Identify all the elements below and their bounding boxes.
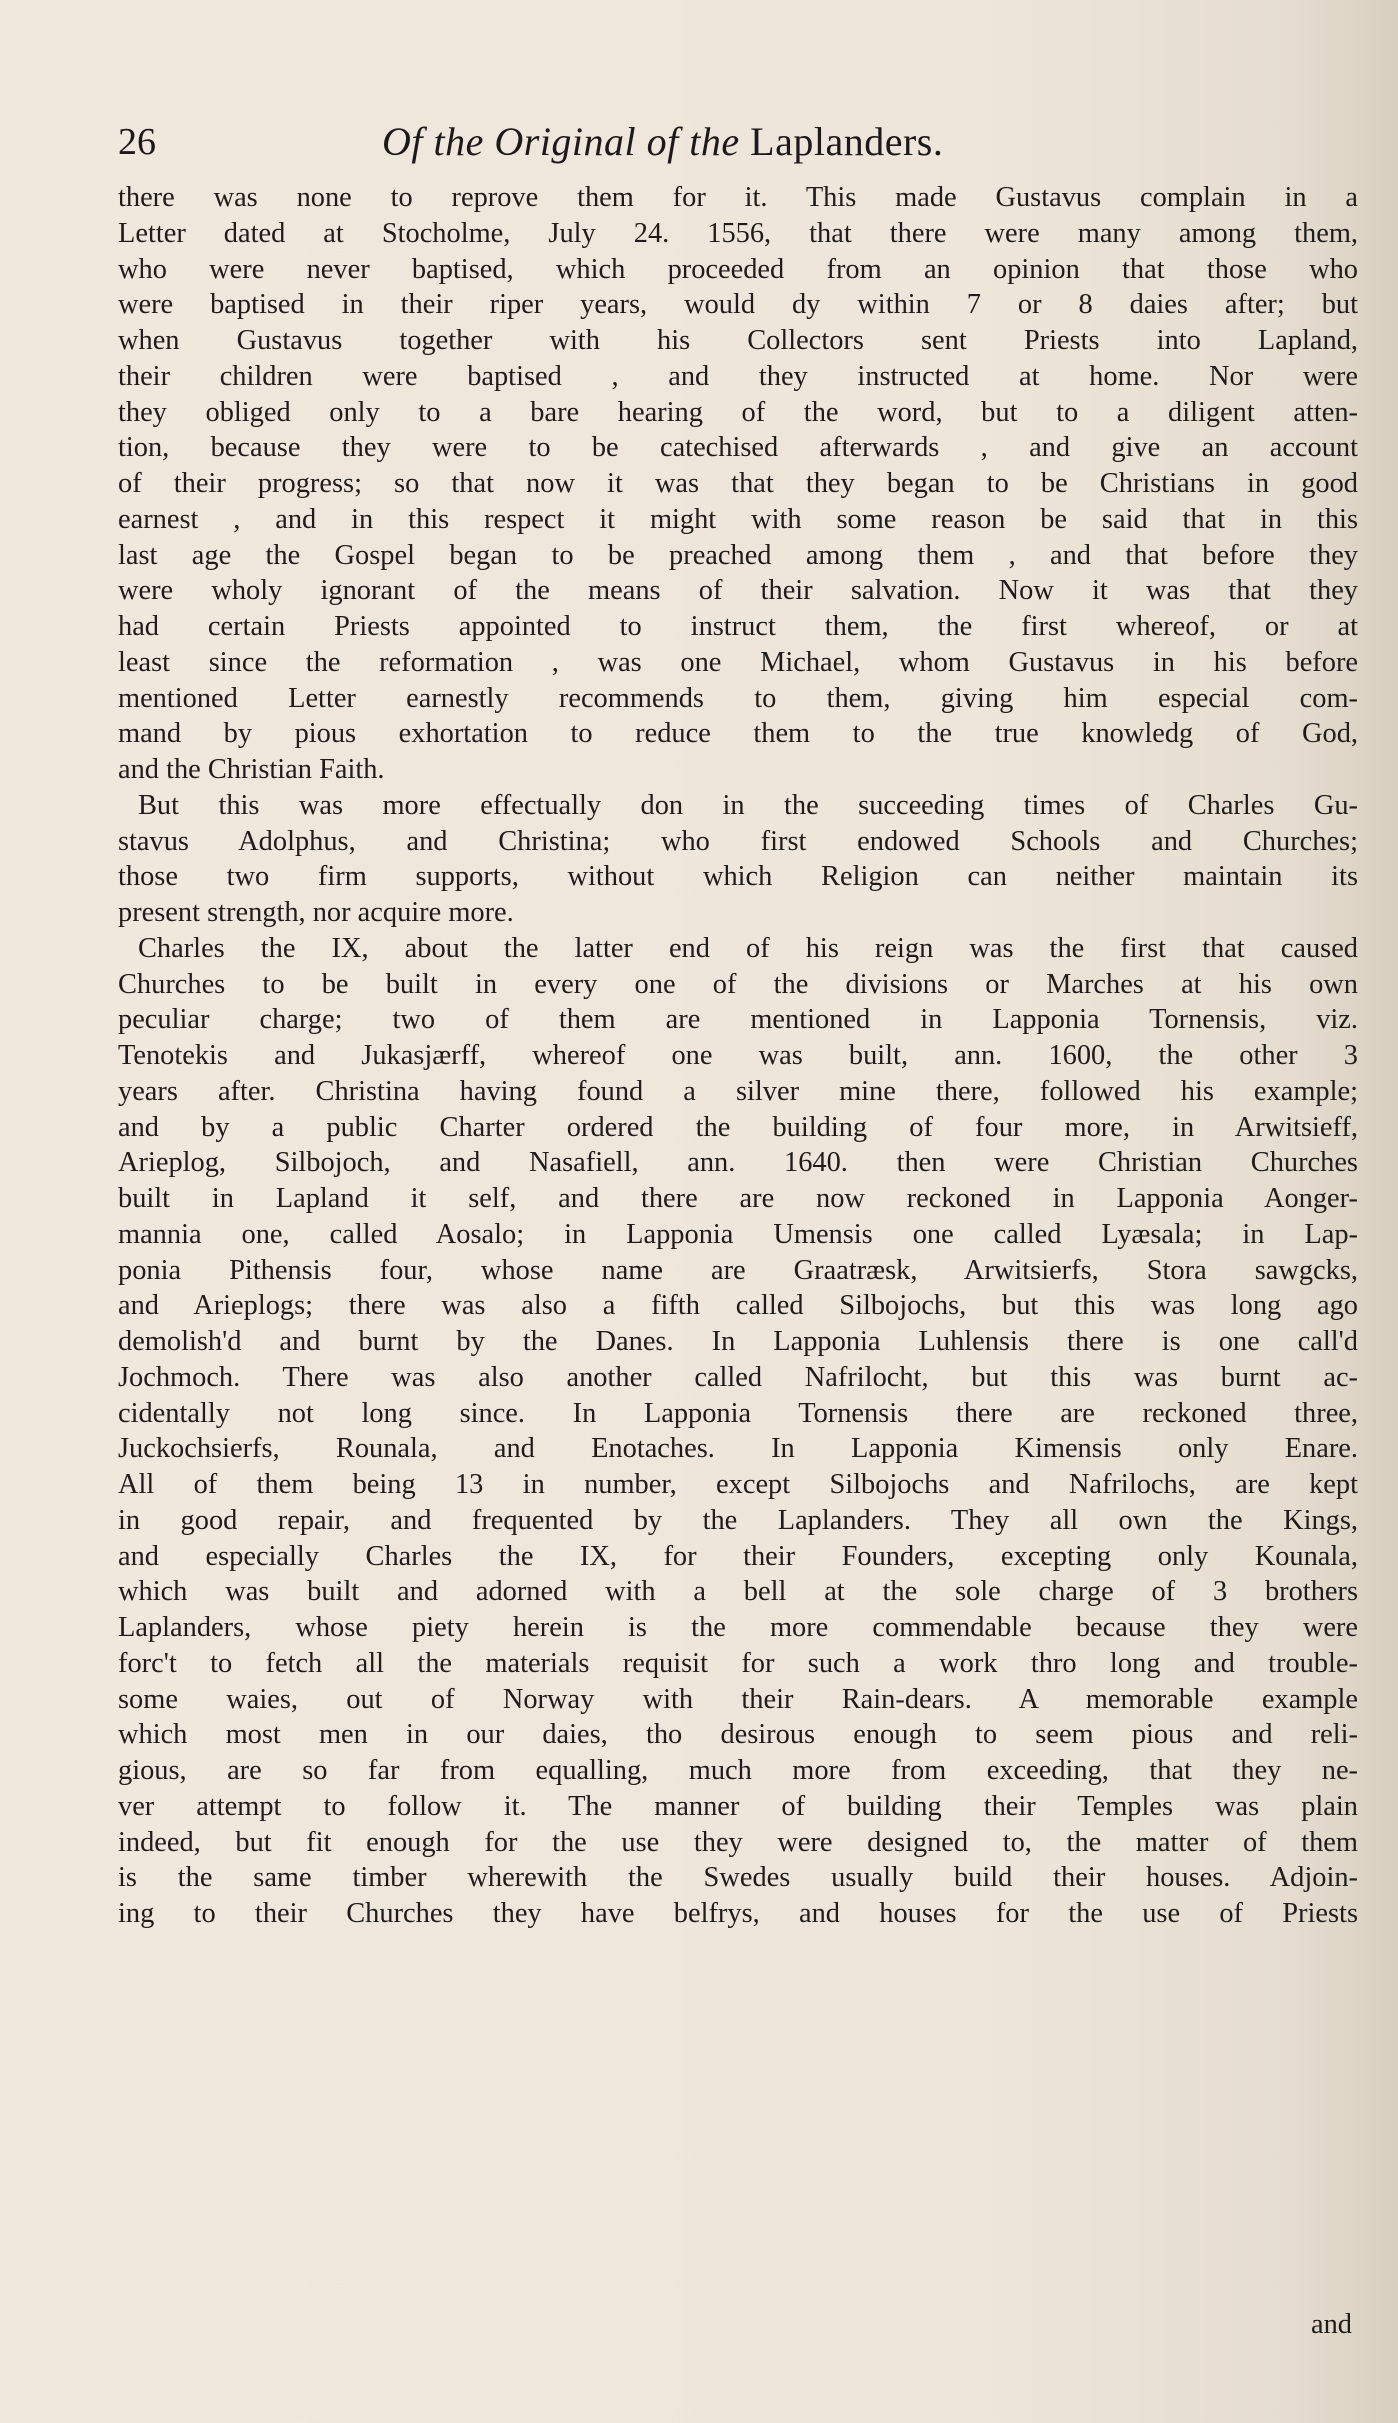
text-line: those two firm supports, without which Religion can neither maintain its (118, 861, 1358, 893)
text-line: Letter dated at Stocholme, July 24. 1556, that there were many among them, (118, 217, 1358, 249)
text-line: forc't to fetch all the materials requisit for such a work thro long and trouble- (118, 1647, 1358, 1679)
text-line: mannia one, called Aosalo; in Lapponia Umensis one called Lyæsala; in Lap- (118, 1218, 1358, 1250)
text-line: mentioned Letter earnestly recommends to them, giving him especial com- (118, 682, 1358, 714)
text-line: their children were baptised , and they instructed at home. Nor were (118, 360, 1358, 392)
page-number: 26 (118, 121, 156, 163)
text-line: ponia Pithensis four, whose name are Graatræsk, Arwitsierfs, Stora sawgcks, (118, 1254, 1358, 1286)
text-line: and Arieplogs; there was also a fifth called Silbojochs, but this was long ago (118, 1290, 1358, 1322)
text-line: there was none to reprove them for it. This made Gustavus complain in a (118, 182, 1358, 213)
text-line: and by a public Charter ordered the building of four more, in Arwitsieff, (118, 1111, 1358, 1143)
text-line: ver attempt to follow it. The manner of building their Temples was plain (118, 1790, 1358, 1822)
text-line: tion, because they were to be catechised afterwards , and give an account (118, 432, 1358, 464)
text-line: which was built and adorned with a bell at the sole charge of 3 brothers (118, 1576, 1358, 1608)
text-line: Churches to be built in every one of the divisions or Marches at his own (118, 968, 1358, 1000)
text-line: indeed, but fit enough for the use they were designed to, the matter of them (118, 1826, 1358, 1858)
text-line (118, 2003, 1358, 2039)
text-line: peculiar charge; two of them are mentioned in Lapponia Tornensis, viz. (118, 1004, 1358, 1036)
running-head (382, 120, 943, 164)
text-line: Jochmoch. There was also another called Nafrilocht, but this was burnt ac- (118, 1361, 1358, 1393)
text-line: who were never baptised, which proceeded from an opinion that those who (118, 253, 1358, 285)
page-header (118, 120, 1358, 180)
text-line: ing to their Churches they have belfrys, and houses for the use of Priests (118, 1898, 1358, 1929)
text-line (118, 2146, 1358, 2182)
text-line (118, 2039, 1358, 2075)
text-line (118, 2111, 1358, 2147)
text-line: is the same timber wherewith the Swedes usually build their houses. Adjoin- (118, 1862, 1358, 1894)
running-head-roman: Laplanders. (750, 119, 944, 164)
text-line: present strength, nor acquire more. (118, 897, 514, 928)
text-line: which most men in our daies, tho desirous enough to seem pious and reli- (118, 1719, 1358, 1751)
text-line: least since the reformation , was one Michael, whom Gustavus in his before (118, 646, 1358, 678)
text-line: built in Lapland it self, and there are now reckoned in Lapponia Aonger- (118, 1183, 1358, 1214)
text-line: demolish'd and burnt by the Danes. In Lapponia Luhlensis there is one call'd (118, 1326, 1358, 1357)
running-head-italic: Of the Original of the (382, 119, 740, 164)
text-line (118, 2182, 1358, 2218)
text-line: had certain Priests appointed to instruct them, the first whereof, or at (118, 611, 1358, 642)
text-line: Charles the IX, about the latter end of his reign was the first that caused (138, 932, 1358, 964)
text-line: years after. Christina having found a silver mine there, followed his example; (118, 1075, 1358, 1107)
text-line (118, 2218, 1358, 2254)
text-line: they obliged only to a bare hearing of the word, but to a diligent atten- (118, 396, 1358, 428)
text-line: gious, are so far from equalling, much more from exceeding, that they ne- (118, 1755, 1358, 1786)
text-line (118, 2254, 1358, 2290)
text-line: of their progress; so that now it was that they began to be Christians in good (118, 468, 1358, 499)
text-line: were wholy ignorant of the means of their salvation. Now it was that they (118, 575, 1358, 607)
text-line: when Gustavus together with his Collectors sent Priests into Lapland, (118, 325, 1358, 356)
text-line: cidentally not long since. In Lapponia Tornensis there are reckoned three, (118, 1397, 1358, 1429)
text-line: last age the Gospel began to be preached among them , and that before they (118, 539, 1358, 571)
body-text (118, 180, 1358, 2289)
text-line: Arieplog, Silbojoch, and Nasafiell, ann. 1640. then were Christian Churches (118, 1147, 1358, 1179)
text-line: stavus Adolphus, and Christina; who first endowed Schools and Churches; (118, 825, 1358, 857)
text-line: Juckochsierfs, Rounala, and Enotaches. In Lapponia Kimensis only Enare. (118, 1433, 1358, 1465)
text-line (118, 2075, 1358, 2111)
text-line (118, 1932, 1358, 1968)
text-line: in good repair, and frequented by the Laplanders. They all own the Kings, (118, 1504, 1358, 1536)
text-line: mand by pious exhortation to reduce them to the true knowledg of God, (118, 718, 1358, 750)
text-line: Tenotekis and Jukasjærff, whereof one was built, ann. 1600, the other 3 (118, 1040, 1358, 1071)
text-line: were baptised in their riper years, would dy within 7 or 8 daies after; but (118, 289, 1358, 321)
text-line: Laplanders, whose piety herein is the more commendable because they were (118, 1612, 1358, 1643)
text-line: and especially Charles the IX, for their Founders, excepting only Kounala, (118, 1540, 1358, 1572)
text-line: All of them being 13 in number, except Silbojochs and Nafrilochs, are kept (118, 1469, 1358, 1500)
catchword: and (1311, 2309, 1352, 2340)
text-line: But this was more effectually don in the succeeding times of Charles Gu- (138, 789, 1358, 821)
text-line (118, 1968, 1358, 2004)
text-line: and the Christian Faith. (118, 754, 385, 785)
text-line: some waies, out of Norway with their Rain-dears. A memorable example (118, 1683, 1358, 1715)
text-line: earnest , and in this respect it might with some reason be said that in this (118, 503, 1358, 535)
